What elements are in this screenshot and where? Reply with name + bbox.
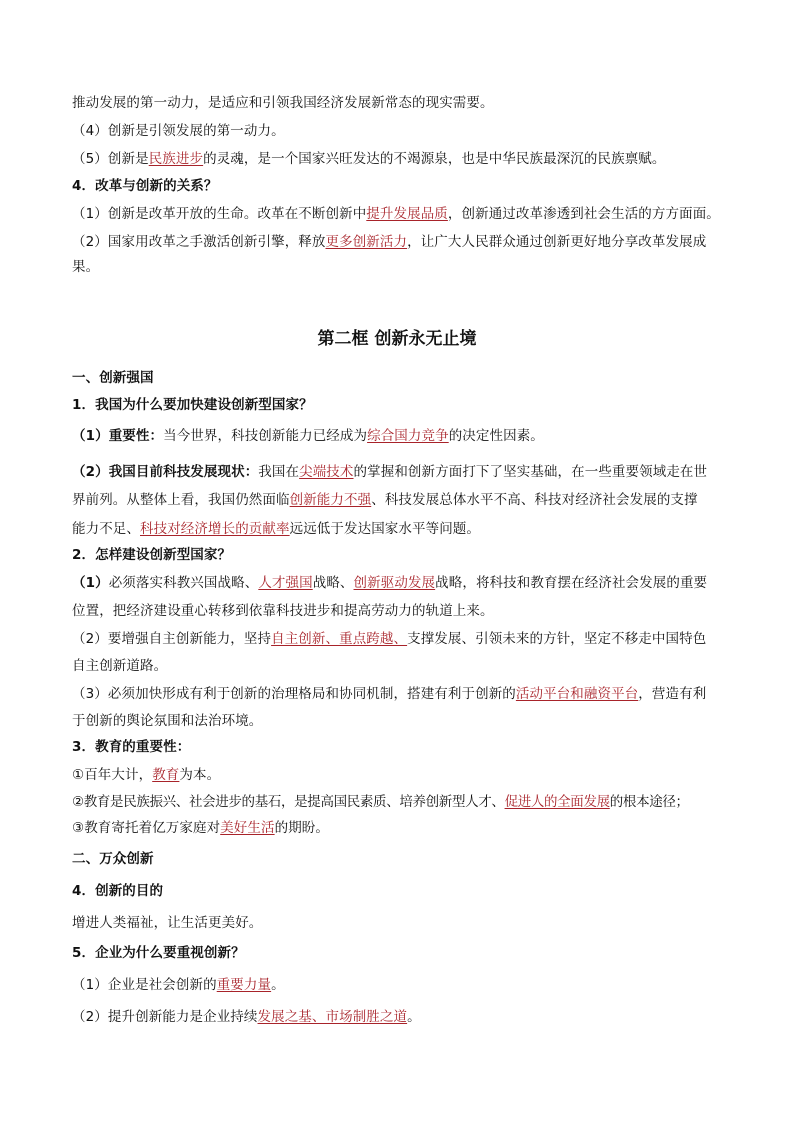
question-heading bbox=[72, 178, 727, 194]
paragraph bbox=[72, 767, 727, 783]
text: 的灵魂，是一个国家兴旺发达的不竭源泉，也是中华民族最深沉的民族禀赋。 bbox=[203, 151, 666, 167]
text: 位置，把经济建设重心转移到依靠科技进步和提高劳动力的轨道上来。 bbox=[72, 603, 494, 619]
text: 战略、 bbox=[312, 575, 354, 591]
question-heading bbox=[72, 397, 727, 413]
text: 二、万众创新 bbox=[72, 851, 154, 867]
key-term: 人才强国 bbox=[258, 575, 313, 591]
section-title: 第二框 创新永无止境 bbox=[317, 329, 477, 349]
paragraph bbox=[72, 95, 727, 111]
text: ，营造有利 bbox=[638, 686, 707, 702]
text: 的期盼。 bbox=[274, 820, 330, 836]
paragraph bbox=[72, 1009, 727, 1025]
text: （2）要增强自主创新能力，坚持 bbox=[72, 631, 272, 647]
key-term: 自主创新、重点跨越、 bbox=[271, 631, 408, 647]
text: 我国在 bbox=[258, 464, 300, 480]
key-term: 民族进步 bbox=[148, 151, 204, 167]
text: ③教育寄托着亿万家庭对 bbox=[72, 820, 221, 836]
paragraph bbox=[72, 820, 727, 836]
text: 。 bbox=[271, 977, 285, 993]
paragraph bbox=[72, 603, 727, 619]
key-term: 美好生活 bbox=[220, 820, 275, 836]
text: （2）国家用改革之手激活创新引擎，释放 bbox=[72, 234, 326, 250]
paragraph bbox=[72, 151, 727, 167]
text: （1）企业是社会创新的 bbox=[72, 977, 217, 993]
key-term: 活动平台和融资平台 bbox=[515, 686, 639, 702]
lead: （1） bbox=[72, 575, 109, 591]
text: ，让广大人民群众通过创新更好地分享改革发展成 bbox=[407, 234, 707, 250]
paragraph bbox=[72, 977, 727, 993]
paragraph bbox=[72, 794, 727, 810]
text: （3）必须加快形成有利于创新的治理格局和协同机制，搭建有利于创新的 bbox=[72, 686, 516, 702]
key-term: 教育 bbox=[152, 767, 180, 783]
text: 增进人类福祉，让生活更美好。 bbox=[72, 915, 263, 931]
text: 的掌握和创新方面打下了坚实基础，在一些重要领域走在世 bbox=[353, 464, 708, 480]
text: 必须落实科教兴国战略、 bbox=[108, 575, 259, 591]
key-term: 尖端技术 bbox=[299, 464, 354, 480]
text: 果。 bbox=[72, 259, 100, 275]
section-heading bbox=[72, 370, 727, 386]
paragraph bbox=[72, 234, 727, 250]
text: 2．怎样建设创新型国家？ bbox=[72, 547, 232, 563]
key-term: 发展之基、市场制胜之道 bbox=[257, 1009, 408, 1025]
paragraph bbox=[72, 915, 727, 931]
text: 。 bbox=[407, 1009, 421, 1025]
paragraph bbox=[72, 631, 727, 647]
text: 支撑发展、引领未来的方针，坚定不移走中国特色 bbox=[407, 631, 707, 647]
text: ②教育是民族振兴、社会进步的基石，是提高国民素质、培养创新型人才、 bbox=[72, 794, 505, 810]
text: 4．创新的目的 bbox=[72, 883, 164, 899]
paragraph bbox=[72, 428, 727, 444]
text: 一、创新强国 bbox=[72, 370, 154, 386]
key-term: 科技对经济增长的贡献率 bbox=[140, 521, 290, 537]
key-term: 创新驱动发展 bbox=[353, 575, 436, 591]
text: 5．企业为什么要重视创新？ bbox=[72, 945, 245, 961]
key-term: 创新能力不强 bbox=[289, 492, 372, 508]
text: （4）创新是引领发展的第一动力。 bbox=[72, 123, 285, 139]
text: 于创新的舆论氛围和法治环境。 bbox=[72, 713, 263, 729]
text: ，创新通过改革渗透到社会生活的方方面面。 bbox=[447, 206, 720, 222]
text: 、科技发展总体水平不高、科技对经济社会发展的支撑 bbox=[371, 492, 698, 508]
text: （5）创新是 bbox=[72, 151, 149, 167]
paragraph bbox=[72, 713, 727, 729]
paragraph bbox=[72, 658, 727, 674]
text: 推动发展的第一动力，是适应和引领我国经济发展新常态的现实需要。 bbox=[72, 95, 494, 111]
question-heading bbox=[72, 883, 727, 899]
lead: （1）重要性： bbox=[72, 428, 164, 444]
text: 战略，将科技和教育摆在经济社会发展的重要 bbox=[435, 575, 708, 591]
text: 1．我国为什么要加快建设创新型国家？ bbox=[72, 397, 313, 413]
text: 当今世界，科技创新能力已经成为 bbox=[163, 428, 368, 444]
paragraph bbox=[72, 206, 727, 222]
text: ①百年大计， bbox=[72, 767, 153, 783]
paragraph bbox=[72, 492, 727, 508]
text: 为本。 bbox=[179, 767, 221, 783]
key-term: 更多创新活力 bbox=[325, 234, 408, 250]
text: 远远低于发达国家水平等问题。 bbox=[289, 521, 481, 537]
paragraph bbox=[72, 686, 727, 702]
key-term: 综合国力竞争 bbox=[367, 428, 449, 444]
text: 3．教育的重要性： bbox=[72, 739, 191, 755]
question-heading bbox=[72, 547, 727, 563]
paragraph bbox=[72, 259, 727, 275]
text: 的决定性因素。 bbox=[448, 428, 544, 444]
question-heading bbox=[72, 739, 727, 755]
text: （1）创新是改革开放的生命。改革在不断创新中 bbox=[72, 206, 367, 222]
key-term: 促进人的全面发展 bbox=[504, 794, 610, 810]
text: 的根本途径； bbox=[609, 794, 689, 810]
text: 4．改革与创新的关系？ bbox=[72, 178, 218, 194]
key-term: 重要力量 bbox=[216, 977, 272, 993]
section-heading bbox=[72, 851, 727, 867]
text: （2）提升创新能力是企业持续 bbox=[72, 1009, 258, 1025]
text: 自主创新道路。 bbox=[72, 658, 168, 674]
key-term: 提升发展品质 bbox=[366, 206, 448, 222]
paragraph bbox=[72, 464, 727, 480]
text: 能力不足、 bbox=[72, 521, 140, 537]
paragraph bbox=[72, 521, 727, 537]
question-heading bbox=[72, 945, 727, 961]
text: 界前列。从整体上看，我国仍然面临 bbox=[72, 492, 290, 508]
lead: （2）我国目前科技发展现状： bbox=[72, 464, 259, 480]
paragraph bbox=[72, 123, 727, 139]
paragraph bbox=[72, 575, 727, 591]
